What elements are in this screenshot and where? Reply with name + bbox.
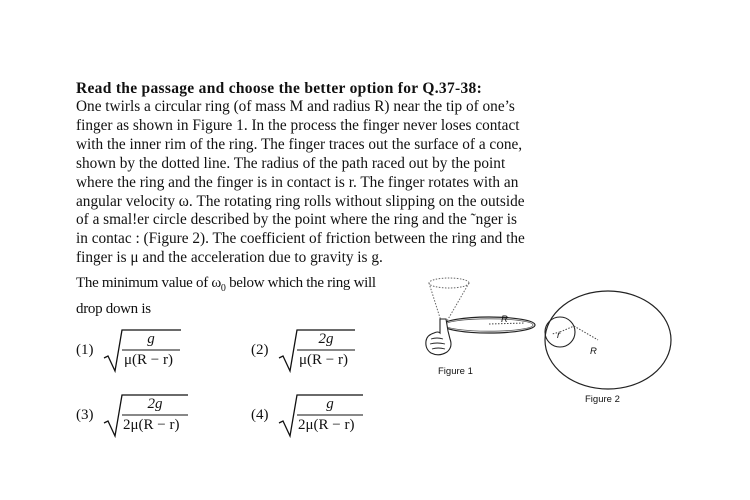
passage-line: with the inner rim of the ring. The finger traces out the surface of a cone,: [76, 135, 523, 153]
question-text: [76, 273, 376, 319]
finger-ring-illustration: [415, 275, 545, 370]
passage-line: finger is μ and the acceleration due to gravity is g.: [76, 249, 383, 267]
figure2-label-R: R: [590, 346, 597, 357]
denominator: μ(R − r): [124, 352, 173, 368]
passage-line: shown by the dotted line. The radius of the path raced out by the point: [76, 154, 506, 172]
passage-text: [76, 98, 676, 268]
option-number: (2): [251, 342, 269, 358]
numerator: 2g: [147, 396, 163, 412]
option-number: (1): [76, 342, 94, 358]
figure1-caption: Figure 1: [438, 366, 473, 377]
option-number: (4): [251, 407, 269, 423]
question-line: drop down is: [76, 301, 151, 317]
passage-line: of a smal!er circle described by the point where the ring and the ˜nger is: [76, 211, 517, 229]
figure2-caption: Figure 2: [585, 394, 620, 405]
passage-heading: Read the passage and choose the better option for Q.37-38:: [76, 80, 483, 97]
passage-line: One twirls a circular ring (of mass M and radius R) near the tip of one’s: [76, 98, 515, 115]
passage-line: angular velocity ω. The rotating ring rolls without slipping on the outside: [76, 192, 525, 210]
numerator: 2g: [318, 331, 334, 347]
figure1-label-R: R: [501, 314, 508, 325]
option-number: (3): [76, 407, 94, 423]
denominator: μ(R − r): [299, 352, 348, 368]
figure2-label-r: r: [557, 330, 561, 341]
question-line: The minimum value of $\omega_0$ below which the ring will: [76, 275, 376, 294]
numerator: g: [147, 331, 155, 347]
denominator: 2μ(R − r): [298, 417, 355, 433]
passage-line: finger as shown in Figure 1. In the process the finger never loses contact: [76, 116, 520, 134]
passage-line: in contac : (Figure 2). The coefficient of friction between the ring and the: [76, 230, 525, 248]
passage-line: where the ring and the finger is in contact is r. The finger rotates with an: [76, 173, 519, 191]
numerator: g: [326, 396, 334, 412]
circles-diagram: [540, 288, 675, 393]
denominator: 2μ(R − r): [123, 417, 180, 433]
